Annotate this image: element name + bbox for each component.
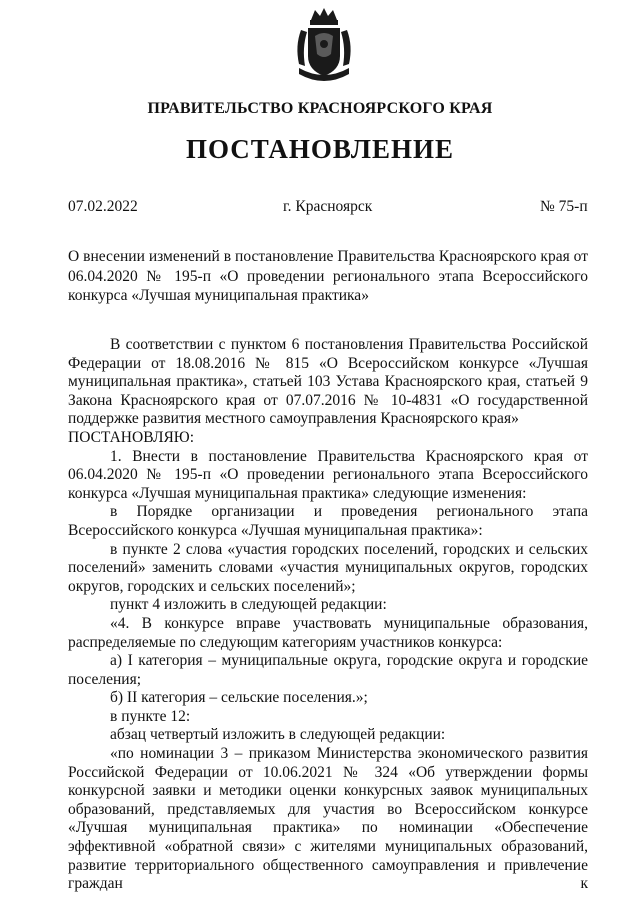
document-subject: О внесении изменений в постановление Правительства Красноярского края от 06.04.2020 № 195-п «О проведении регионального этапа Всероссийского конкурса «Лучшая муниципальная практика» xyxy=(68,248,588,304)
body-decree: ПОСТАНОВЛЯЮ: xyxy=(68,428,195,446)
document-type-title: ПОСТАНОВЛЕНИЕ xyxy=(185,134,455,164)
krasnoyarsk-coat-of-arms-icon xyxy=(293,6,355,86)
document-city: г. Красноярск xyxy=(283,198,373,215)
body-paragraph-4: пункт 4 изложить в следующей редакции: xyxy=(110,596,387,614)
body-paragraph-8: в пункте 12: xyxy=(110,707,191,725)
body-paragraph-5: «4. В конкурсе вправе участвовать муниципальные образования, распределяемые по следующим категориям участников конкурса: xyxy=(68,614,588,651)
body-paragraph-preamble: В соответствии с пунктом 6 постановления Правительства Российской Федерации от 18.08.2016 № 815 «О Всероссийском конкурсе «Лучшая муниципальная практика», статьей 103 Устава Красноярского края, статьей 9 Закона Красноярского края от 07.07.2016 № 10-4831 «О государственной поддержке развития местного самоуправления Красноярского края» xyxy=(68,336,588,428)
document-number: № 75-п xyxy=(540,198,588,215)
body-paragraph-9: абзац четвертый изложить в следующей редакции: xyxy=(110,726,446,744)
document-body xyxy=(68,336,588,894)
body-paragraph-1: 1. Внести в постановление Правительства Красноярского края от 06.04.2020 № 195-п «О проведении регионального этапа Всероссийского конкурса «Лучшая муниципальная практика» следующие изменения: xyxy=(68,447,588,502)
document-date: 07.02.2022 xyxy=(68,198,138,215)
body-paragraph-2: в Порядке организации и проведения регионального этапа Всероссийского конкурса «Лучшая муниципальная практика»: xyxy=(68,503,588,539)
body-paragraph-3: в пункте 2 слова «участия городских поселений, городских и сельских поселений» заменить словами «участия муниципальных округов, городских округов, городских и сельских поселений»; xyxy=(68,540,588,595)
government-name: ПРАВИТЕЛЬСТВО КРАСНОЯРСКОГО КРАЯ xyxy=(147,100,493,117)
body-paragraph-7: б) II категория – сельские поселения.»; xyxy=(110,689,368,707)
body-paragraph-6: а) I категория – муниципальные округа, городские округа и городские поселения; xyxy=(68,652,588,688)
body-paragraph-10: «по номинации 3 – приказом Министерства экономического развития Российской Федерации от 10.06.2021 № 324 «Об утверждении формы конкурсной заявки и методики оценки конкурсных заявок муниципальных образований, представляемых для участия во Всероссийском конкурсе «Лучшая муниципальная практика» по номинации «Обеспечение эффективной «обратной связи» с жителями муниципальных образований, развитие территориального общественного самоуправления и привлечение граждан к xyxy=(68,745,588,893)
